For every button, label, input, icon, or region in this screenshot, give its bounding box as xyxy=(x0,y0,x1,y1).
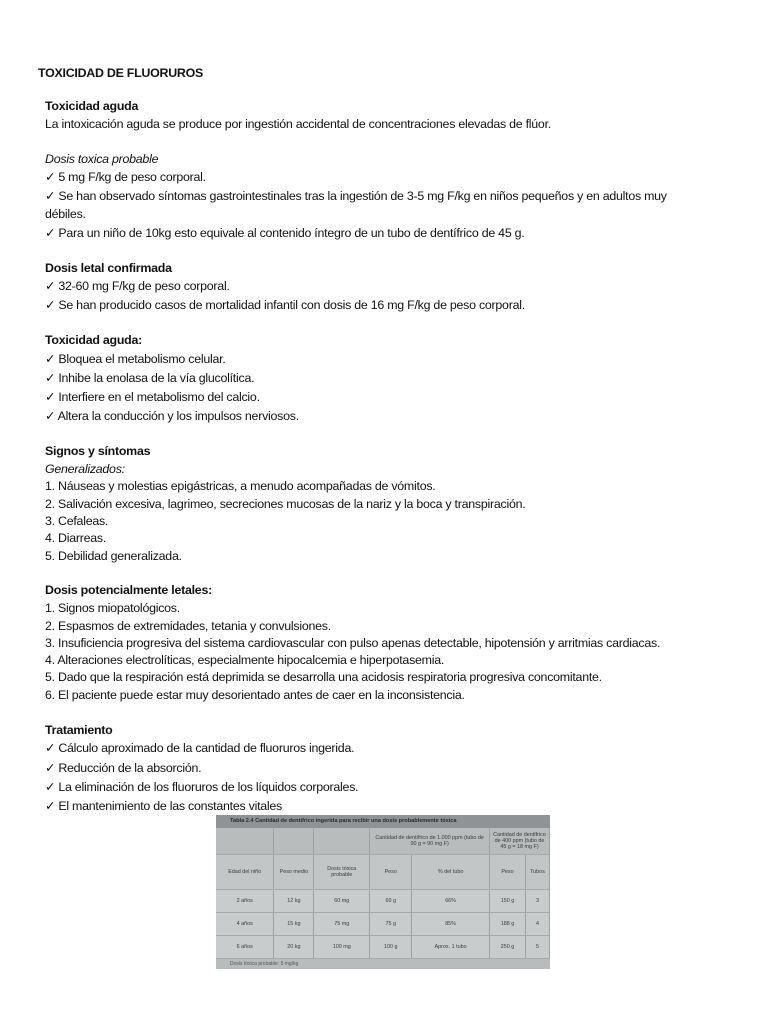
list-item: ✓ 32-60 mg F/kg de peso corporal. xyxy=(45,279,230,293)
table-cell: 66% xyxy=(412,890,490,913)
toothpaste-dose-table-image xyxy=(216,815,550,969)
column-header: Tubos xyxy=(525,855,549,890)
list-item: 3. Insuficiencia progresiva del sistema cardiovascular con pulso apenas detectable, hipotensión y arritmias cardiacas. xyxy=(45,636,661,650)
document-title: TOXICIDAD DE FLUORUROS xyxy=(38,66,203,80)
list-item: ✓ Para un niño de 10kg esto equivale al contenido íntegro de un tubo de dentífrico de 45 g. xyxy=(45,226,525,240)
column-header: Dosis tóxica probable xyxy=(314,855,370,890)
list-item: 2. Espasmos de extremidades, tetania y convulsiones. xyxy=(45,619,331,633)
table-cell: 5 xyxy=(525,936,549,959)
table-cell: 100 mg xyxy=(314,936,370,959)
table-footnote: Dosis tóxica probable: 5 mg/kg xyxy=(230,961,299,967)
list-item-continuation: débiles. xyxy=(45,207,86,221)
table-row xyxy=(216,936,550,959)
column-header: % del tubo xyxy=(412,855,490,890)
table-cell: Aprox. 1 tubo xyxy=(412,936,490,959)
table-cell: 20 kg xyxy=(274,936,314,959)
table-cell: 2 años xyxy=(216,890,274,913)
list-item: ✓ Bloquea el metabolismo celular. xyxy=(45,352,226,366)
subheading-generalizados: Generalizados: xyxy=(45,462,125,476)
table-header-row xyxy=(216,855,550,890)
list-item: ✓ Reducción de la absorción. xyxy=(45,761,202,775)
list-item: ✓ La eliminación de los fluoruros de los líquidos corporales. xyxy=(45,780,359,794)
table-group-header-row xyxy=(216,828,550,855)
table-cell: 250 g xyxy=(490,936,526,959)
list-item: 6. El paciente puede estar muy desorientado antes de caer en la inconsistencia. xyxy=(45,688,465,702)
section-heading-dosis-potencialmente-letales: Dosis potencialmente letales: xyxy=(45,583,212,597)
list-item: 3. Cefaleas. xyxy=(45,514,109,528)
table-cell: 85% xyxy=(412,913,490,936)
table-cell: 150 g xyxy=(490,890,526,913)
column-header: Peso xyxy=(490,855,526,890)
column-header: Peso medio xyxy=(274,855,314,890)
list-item: ✓ Inhibe la enolasa de la vía glucolítica. xyxy=(45,371,255,385)
list-item: 5. Dado que la respiración está deprimida se desarrolla una acidosis respiratoria progresiva concomitante. xyxy=(45,670,602,684)
section-heading-toxicidad-aguda-2: Toxicidad aguda: xyxy=(45,333,142,347)
list-item: ✓ Cálculo aproximado de la cantidad de fluoruros ingerida. xyxy=(45,741,355,755)
table-cell: 60 g xyxy=(370,890,412,913)
table-cell: 188 g xyxy=(490,913,526,936)
table-cell: 4 años xyxy=(216,913,274,936)
section-heading-toxicidad-aguda: Toxicidad aguda xyxy=(45,99,139,113)
list-item: 1. Signos miopatológicos. xyxy=(45,601,180,615)
section-heading-tratamiento: Tratamiento xyxy=(45,723,113,737)
list-item: ✓ El mantenimiento de las constantes vitales xyxy=(45,799,282,813)
list-item: 5. Debilidad generalizada. xyxy=(45,549,182,563)
table-cell: 75 mg xyxy=(314,913,370,936)
list-item: 4. Alteraciones electrolíticas, especialmente hipocalcemia e hiperpotasemia. xyxy=(45,653,445,667)
table-cell: 12 kg xyxy=(274,890,314,913)
list-item: 4. Diarreas. xyxy=(45,531,107,545)
table-row xyxy=(216,913,550,936)
column-header: Edad del niño xyxy=(216,855,274,890)
table-cell: 100 g xyxy=(370,936,412,959)
column-header: Peso xyxy=(370,855,412,890)
table-cell: 60 mg xyxy=(314,890,370,913)
list-item: ✓ Altera la conducción y los impulsos nerviosos. xyxy=(45,409,299,423)
group-header-1000ppm: Cantidad de dentífrico de 1.000 ppm (tubo de 90 g = 90 mg F) xyxy=(370,828,490,855)
section-heading-dosis-toxica: Dosis toxica probable xyxy=(45,152,159,166)
dose-table xyxy=(216,828,550,959)
list-item: ✓ Interfiere en el metabolismo del calcio. xyxy=(45,390,260,404)
table-cell: 3 xyxy=(525,890,549,913)
table-cell: 75 g xyxy=(370,913,412,936)
table-cell: 15 kg xyxy=(274,913,314,936)
table-cell: 4 xyxy=(525,913,549,936)
list-item: ✓ Se han observado síntomas gastrointestinales tras la ingestión de 3-5 mg F/kg en niños pequeños y en adultos muy xyxy=(45,189,667,203)
group-header-400ppm: Cantidad de dentífrico de 400 ppm (tubo de 45 g = 18 mg F) xyxy=(490,828,550,855)
list-item: ✓ Se han producido casos de mortalidad infantil con dosis de 16 mg F/kg de peso corporal. xyxy=(45,298,525,312)
section-heading-signos: Signos y síntomas xyxy=(45,444,151,458)
list-item: 2. Salivación excesiva, lagrimeo, secreciones mucosas de la nariz y la boca y transpiración. xyxy=(45,497,526,511)
paragraph: La intoxicación aguda se produce por ingestión accidental de concentraciones elevadas de flúor. xyxy=(45,117,551,131)
list-item: ✓ 5 mg F/kg de peso corporal. xyxy=(45,170,206,184)
section-heading-dosis-letal: Dosis letal confirmada xyxy=(45,261,172,275)
list-item: 1. Náuseas y molestias epigástricas, a menudo acompañadas de vómitos. xyxy=(45,479,436,493)
table-cell: 6 años xyxy=(216,936,274,959)
table-caption: Tabla 2.4 Cantidad de dentífrico ingerida para recibir una dosis probablemente tóxica xyxy=(216,815,550,828)
table-row xyxy=(216,890,550,913)
